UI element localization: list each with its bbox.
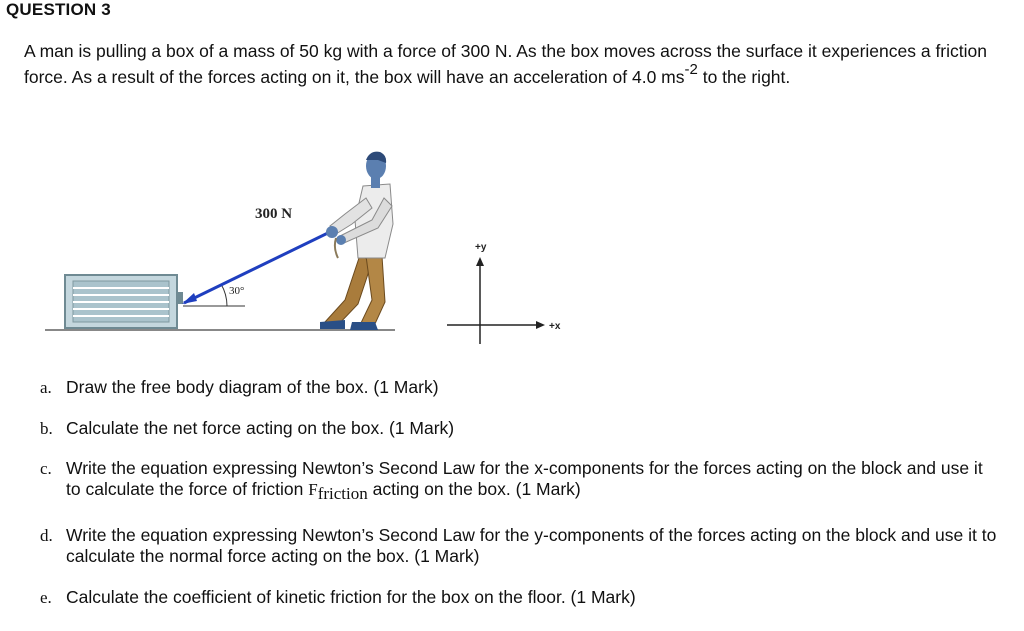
angle-arc [221, 284, 227, 306]
box [65, 275, 183, 328]
angle-label: 30° [229, 285, 245, 297]
friction-symbol [308, 480, 368, 503]
item-text: Calculate the coefficient of kinetic friction for the box on the floor. (1 Mark) [66, 587, 636, 607]
unit-exponent: -2 [684, 61, 698, 79]
rope-force-vector [184, 231, 332, 303]
intro-text-part1: A man is pulling a box of a mass of 50 kg with a force of 300 N. As the box moves across the surface it experiences a friction force. As a result of the forces acting on it, the box will have an acceleration of 4.0 ms [24, 41, 987, 87]
friction-symbol-main: F [308, 480, 318, 499]
item-text: Write the equation expressing Newton’s Second Law for the y-components of the forces acting on the block and use it to calculate the normal force acting on the box. (1 Mark) [66, 525, 997, 566]
item-text: Calculate the net force acting on the box. (1 Mark) [66, 418, 455, 438]
item-text-after: acting on the box. (1 Mark) [367, 479, 581, 499]
item-text: Draw the free body diagram of the box. (1 Mark) [66, 377, 439, 397]
axis-y-label: +y [475, 242, 487, 253]
item-letter: c. [40, 459, 52, 478]
item-text [66, 458, 1001, 503]
question-intro [24, 38, 1009, 90]
physics-figure [0, 140, 600, 360]
force-label: 300 N [255, 206, 293, 222]
intro-text-part2: to the right. [697, 67, 791, 87]
axis-x-label: +x [549, 321, 561, 332]
item-letter: b. [40, 419, 53, 438]
man-figure [320, 152, 393, 330]
coordinate-axes [447, 257, 545, 344]
rope-arrowhead [182, 293, 197, 304]
item-text-before: Write the equation expressing Newton’s Second Law for the x-components for the forces acting on the block and use it to calculate the force of friction [66, 458, 983, 499]
item-letter: a. [40, 378, 52, 397]
item-letter: d. [40, 526, 53, 545]
question-title: QUESTION 3 [6, 0, 111, 19]
item-letter: e. [40, 588, 52, 607]
friction-symbol-subscript: friction [317, 484, 368, 503]
